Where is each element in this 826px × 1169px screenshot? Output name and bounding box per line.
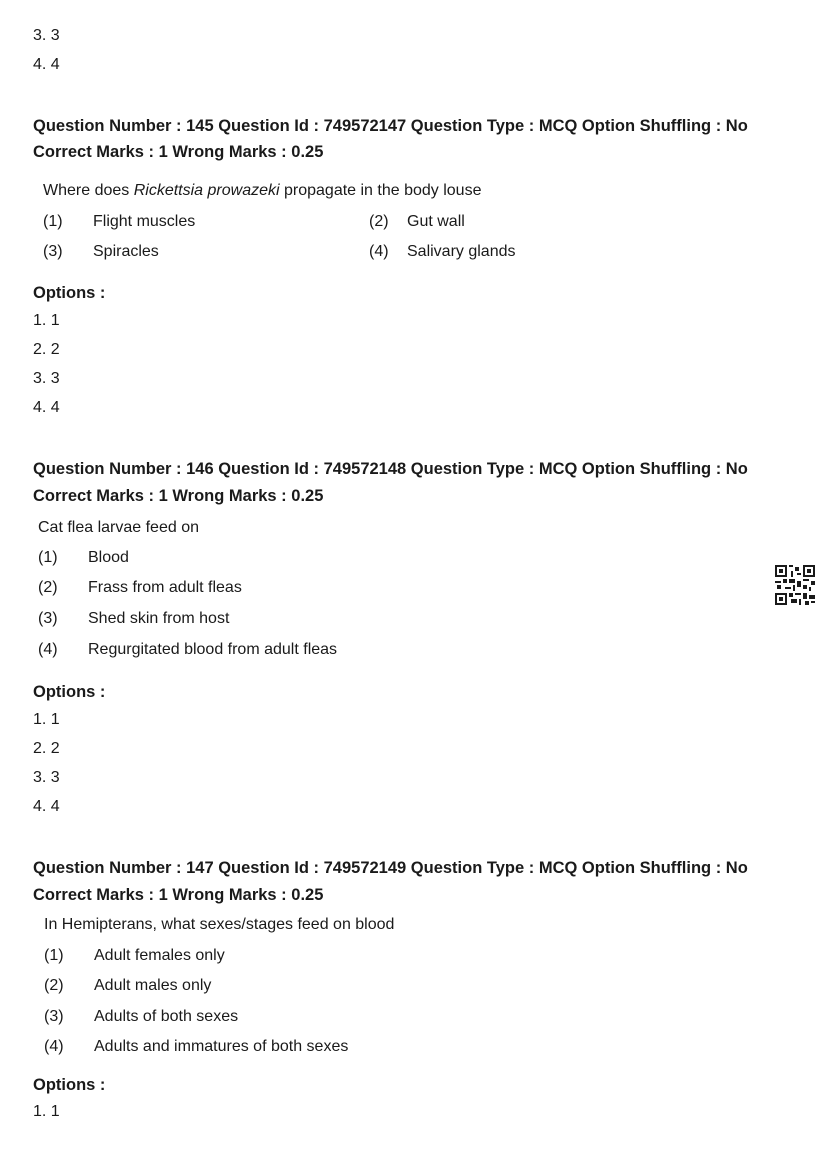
choice-item: (2) Adult males only bbox=[44, 977, 212, 994]
option-item: 1. 1 bbox=[33, 312, 60, 329]
option-item: 1. 1 bbox=[33, 1103, 60, 1120]
options-label: Options : bbox=[33, 683, 106, 701]
question-header: Question Number : 146 Question Id : 749572148 Question Type : MCQ Option Shuffling : No bbox=[33, 460, 748, 478]
question-text: Cat flea larvae feed on bbox=[38, 519, 199, 536]
options-label: Options : bbox=[33, 1076, 106, 1094]
choice-item: (4) Salivary glands bbox=[369, 243, 516, 260]
choice-item: (3) Adults of both sexes bbox=[44, 1008, 239, 1025]
question-header: Question Number : 147 Question Id : 749572149 Question Type : MCQ Option Shuffling : No bbox=[33, 859, 748, 877]
marks-line: Correct Marks : 1 Wrong Marks : 0.25 bbox=[33, 143, 324, 161]
option-item: 1. 1 bbox=[33, 711, 60, 728]
qr-code-icon bbox=[775, 565, 815, 605]
option-item: 4. 4 bbox=[33, 399, 60, 416]
option-item: 3. 3 bbox=[33, 27, 60, 44]
choice-item: (1) Adult females only bbox=[44, 947, 225, 964]
choice-item: (3) Shed skin from host bbox=[38, 610, 230, 627]
question-header: Question Number : 145 Question Id : 749572147 Question Type : MCQ Option Shuffling : No bbox=[33, 117, 748, 135]
options-label: Options : bbox=[33, 284, 106, 302]
option-item: 4. 4 bbox=[33, 56, 60, 73]
option-item: 3. 3 bbox=[33, 370, 60, 387]
marks-line: Correct Marks : 1 Wrong Marks : 0.25 bbox=[33, 487, 324, 505]
choice-item: (2) Frass from adult fleas bbox=[38, 579, 242, 596]
choice-item: (1) Flight muscles bbox=[43, 213, 196, 230]
option-item: 4. 4 bbox=[33, 798, 60, 815]
choice-item: (4) Regurgitated blood from adult fleas bbox=[38, 641, 338, 658]
marks-line: Correct Marks : 1 Wrong Marks : 0.25 bbox=[33, 886, 324, 904]
choice-item: (2) Gut wall bbox=[369, 213, 465, 230]
option-item: 2. 2 bbox=[33, 341, 60, 358]
option-item: 3. 3 bbox=[33, 769, 60, 786]
question-text: Where does Rickettsia prowazeki propagate in the body louse bbox=[43, 182, 482, 199]
choice-item: (1) Blood bbox=[38, 549, 129, 566]
choice-item: (3) Spiracles bbox=[43, 243, 159, 260]
option-item: 2. 2 bbox=[33, 740, 60, 757]
question-text: In Hemipterans, what sexes/stages feed on blood bbox=[44, 916, 395, 933]
choice-item: (4) Adults and immatures of both sexes bbox=[44, 1038, 349, 1055]
